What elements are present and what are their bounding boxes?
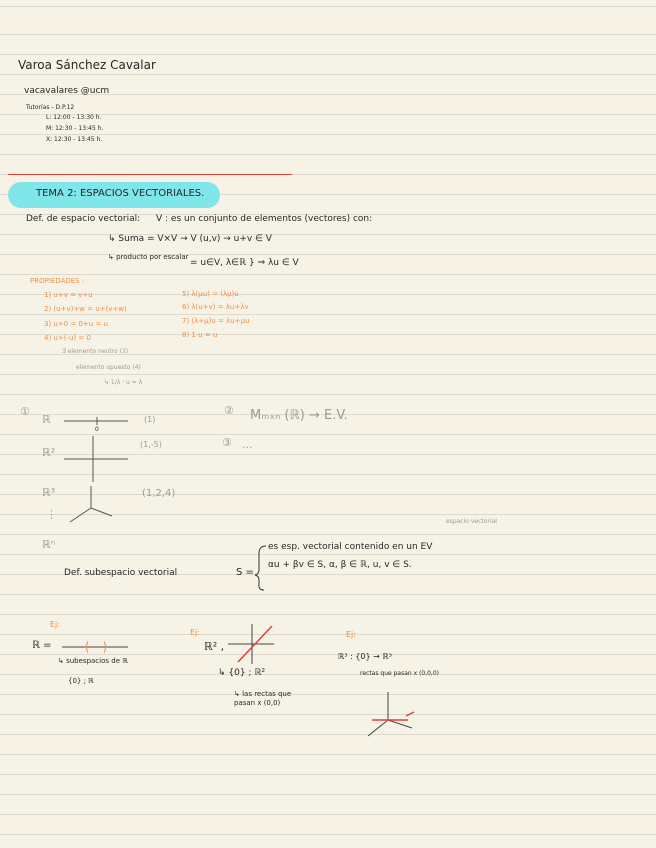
property-item: 7) (λ+μ)u = λu+μu: [182, 317, 250, 325]
ej-a-sets: {0} ; ℝ: [68, 677, 94, 685]
ej-label: Ej:: [50, 620, 60, 629]
subspace-note: espacio vectorial: [446, 518, 497, 525]
example-number: ②: [224, 404, 234, 417]
author-name: Varoa Sánchez Cavalar: [18, 58, 156, 72]
rn-label: ℝⁿ: [42, 538, 56, 551]
topic-title: TEMA 2: ESPACIOS VECTORIALES.: [36, 188, 205, 199]
definition-text: V : es un conjunto de elementos (vectores) con:: [156, 214, 373, 224]
property-item: 4) u+(-u) = 0: [44, 334, 91, 342]
property-note: ∃ elemento neutro (3): [62, 348, 129, 355]
ej-a-sub: ↳ subespacios de ℝ: [58, 657, 128, 665]
ej-label: Ej:: [190, 628, 200, 637]
property-item: 1) u+v = v+u: [44, 291, 93, 299]
ej-label: Ej:: [346, 630, 356, 639]
ej-b-sets: ↳ {0} ; ℝ²: [218, 668, 266, 678]
ej-b-r: ℝ² ,: [204, 640, 225, 653]
ej-c-note: rectas que pasan x (0,0,0): [360, 670, 440, 677]
property-note: elemento opuesto (4): [76, 364, 141, 371]
red-divider: [8, 174, 292, 175]
tutorias-title: Tutorías - D.P.12: [26, 104, 75, 111]
dots: ⋮: [46, 508, 57, 521]
tutorias-line: M: 12:30 - 13:45 h.: [46, 125, 104, 132]
subspace-s: S =: [236, 567, 254, 578]
ej-a-r: ℝ =: [32, 640, 52, 651]
properties-title: PROPIEDADES :: [30, 277, 85, 285]
r1-coord: (1): [144, 415, 156, 424]
author-email: vacavalares @ucm: [24, 86, 110, 96]
example-ellipsis: ...: [242, 438, 253, 451]
r2-label: ℝ²: [42, 446, 56, 459]
ej-c-r: ℝ³ : {0} → ℝ³: [338, 652, 392, 661]
definition-producto-label: ↳ producto por escalar: [108, 253, 189, 261]
definition-suma: ↳ Suma = V×V → V (u,v) → u+v ∈ V: [108, 234, 272, 244]
property-item: 5) λ(μu) = (λμ)u: [182, 290, 239, 298]
example-number: ③: [222, 436, 232, 449]
ej-c-axes: [0, 0, 1, 1]
origin-label: 0: [95, 426, 99, 433]
property-item: 6) λ(u+v) = λu+λv: [182, 303, 249, 311]
property-item: 3) u+0 = 0+u = u: [44, 320, 108, 328]
r3-label: ℝ³: [42, 486, 56, 499]
subspace-label: Def. subespacio vectorial: [64, 568, 178, 578]
property-item: 2) (u+v)+w = u+(v+w): [44, 305, 127, 313]
subspace-line2: αu + βv ∈ S, α, β ∈ ℝ, u, v ∈ S.: [268, 560, 412, 570]
r2-coord: (1,-5): [140, 440, 162, 449]
tutorias-line: X: 12:30 - 13:45 h.: [46, 136, 103, 143]
topic-highlight: [8, 182, 220, 208]
matrix-space: Mₘₓₙ (ℝ) → E.V.: [250, 408, 348, 423]
subspace-line1: es esp. vectorial contenido en un EV: [268, 542, 433, 552]
definition-label: Def. de espacio vectorial:: [26, 214, 141, 224]
r1-label: ℝ: [42, 413, 51, 426]
property-note: ↳ 1/λ · u = λ: [104, 379, 143, 386]
property-item: 8) 1·u = u: [182, 331, 218, 339]
ej-b-note: ↳ las rectas que pasan x (0,0): [234, 690, 292, 707]
tutorias-line: L: 12:00 - 13:30 h.: [46, 114, 102, 121]
definition-producto-formula: = u∈V, λ∈ℝ } ⇒ λu ∈ V: [190, 258, 299, 268]
r3-coord: (1,2,4): [142, 488, 176, 499]
example-number: ①: [20, 405, 30, 418]
